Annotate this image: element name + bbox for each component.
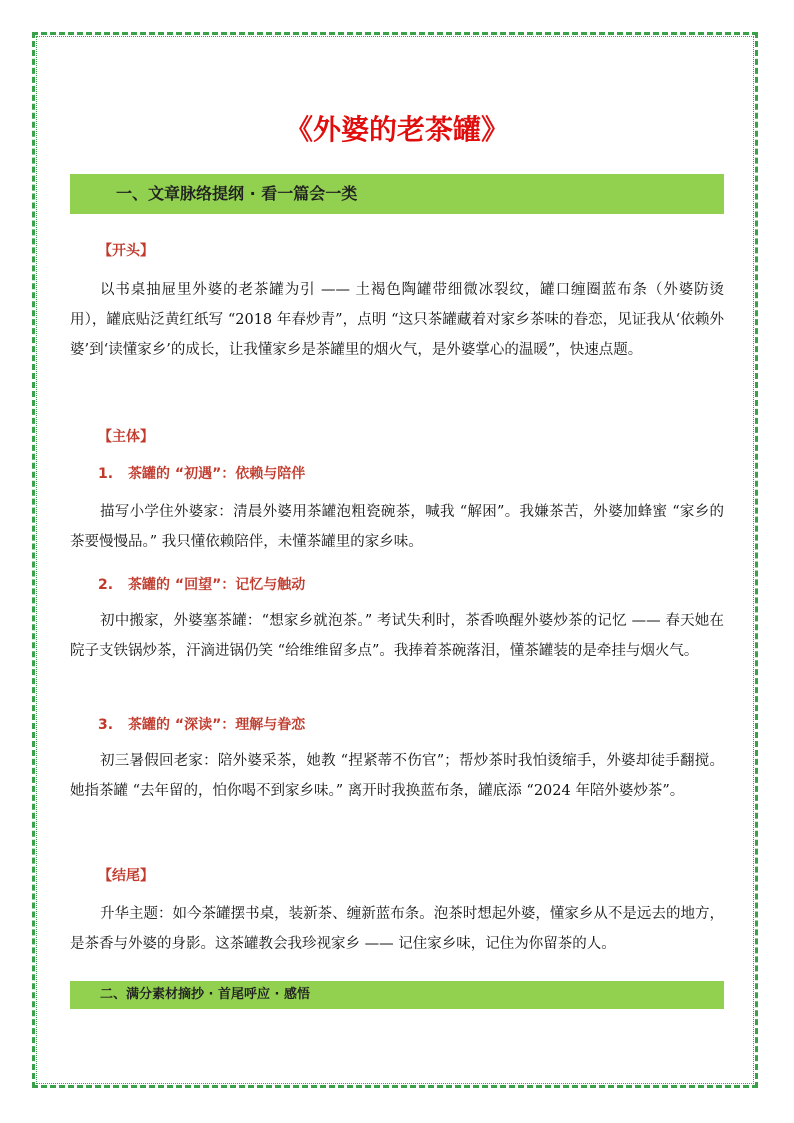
document-title: 《外婆的老茶罐》 — [284, 113, 509, 146]
body-label: 【主体】 — [98, 429, 154, 445]
opening-label: 【开头】 — [98, 243, 154, 259]
body-item-1-title: 茶罐的 “初遇”：依赖与陪伴 — [128, 466, 306, 482]
body-item-2-number: 2. — [98, 577, 114, 593]
body-item-1-number: 1. — [98, 466, 114, 482]
body-item-3-title: 茶罐的 “深读”：理解与眷恋 — [128, 717, 306, 733]
body-item-2-heading — [98, 574, 305, 594]
body-item-2-paragraph: 初中搬家，外婆塞茶罐：“想家乡就泡茶。” 考试失利时，茶香唤醒外婆炒茶的记忆 —— 春天她在院子支铁锅炒茶，汗滴进锅仍笑 “给维维留多点”。我捧着茶碗落泪，懂茶罐装的是牵挂与烟火气。 — [70, 613, 724, 659]
body-item-3-heading — [98, 714, 305, 734]
ending-paragraph: 升华主题：如今茶罐摆书桌，装新茶、缠新蓝布条。泡茶时想起外婆，懂家乡从不是远去的地方，是茶香与外婆的身影。这茶罐教会我珍视家乡 —— 记住家乡味，记住为你留茶的人。 — [70, 906, 724, 952]
opening-paragraph: 以书桌抽屉里外婆的老茶罐为引 —— 土褐色陶罐带细微冰裂纹，罐口缠圈蓝布条（外婆防烫用），罐底贴泛黄红纸写 “2018 年春炒青”，点明 “这只茶罐藏着对家乡茶味的眷恋，见证我从‘依赖外婆’到‘读懂家乡’的成长，让我懂家乡是茶罐里的烟火气，是外婆掌心的温暖”，快速点题。 — [70, 282, 724, 358]
ending-label: 【结尾】 — [98, 868, 154, 884]
body-item-1-paragraph: 描写小学住外婆家：清晨外婆用茶罐泡粗瓷碗茶，喊我 “解困”。我嫌茶苦，外婆加蜂蜜 “家乡的茶要慢慢品。” 我只懂依赖陪伴，未懂茶罐里的家乡味。 — [70, 504, 724, 550]
body-item-3-number: 3. — [98, 717, 114, 733]
section-1-heading: 一、文章脉络提纲 · 看一篇会一类 — [70, 174, 724, 214]
section-2-heading: 二、满分素材摘抄 · 首尾呼应 · 感悟 — [70, 981, 724, 1009]
body-item-3-paragraph: 初三暑假回老家：陪外婆采茶，她教 “捏紧蒂不伤官”；帮炒茶时我怕烫缩手，外婆却徒手翻搅。她指茶罐 “去年留的，怕你喝不到家乡味。” 离开时我换蓝布条，罐底添 “2024 年陪外婆炒茶”。 — [70, 753, 724, 799]
body-item-2-title: 茶罐的 “回望”：记忆与触动 — [128, 577, 306, 593]
body-item-1-heading — [98, 463, 305, 483]
